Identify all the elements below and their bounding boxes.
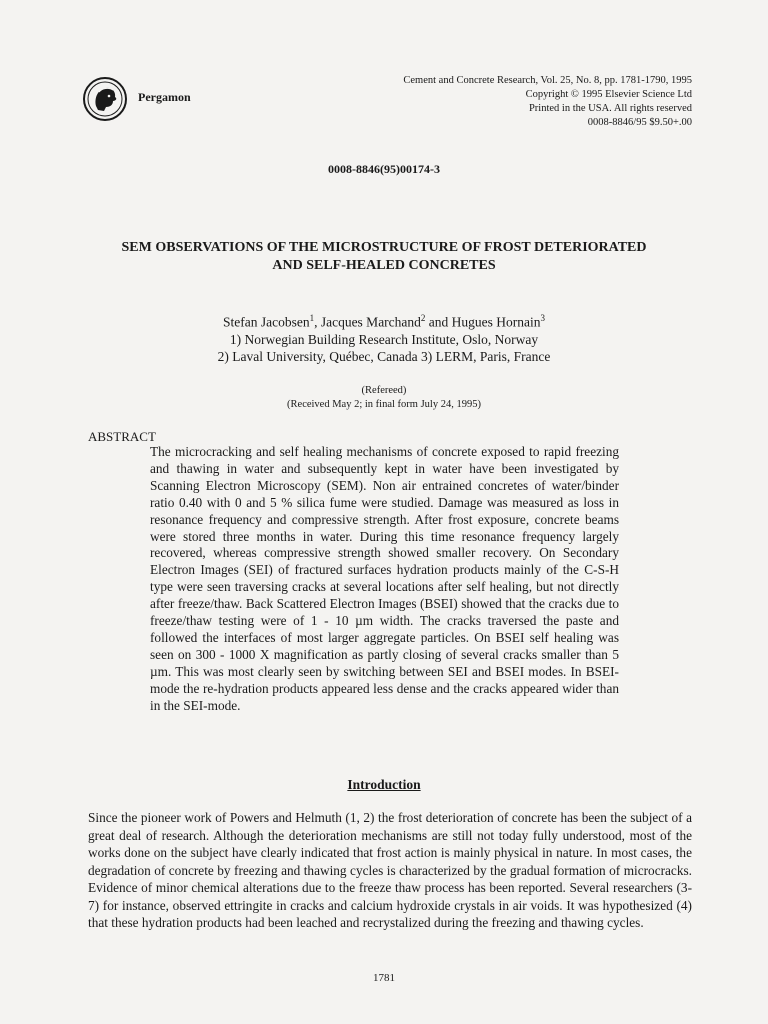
affiliation-marker: 1 <box>309 313 315 323</box>
author-name: Stefan Jacobsen <box>222 314 310 330</box>
pergamon-logo-icon <box>82 76 128 122</box>
author-name: and Hugues Hornain <box>425 314 541 330</box>
affiliation-line: 1) Norwegian Building Research Institute, Oslo, Norway <box>229 331 539 347</box>
rights-line: Printed in the USA. All rights reserved <box>528 103 692 114</box>
copyright-line: Copyright © 1995 Elsevier Science Ltd <box>525 89 692 100</box>
publisher-name: Pergamon <box>138 90 191 104</box>
affiliation-marker: 3 <box>540 313 546 323</box>
author-list <box>0 310 768 331</box>
section-heading-introduction: Introduction <box>347 777 421 792</box>
abstract-heading: ABSTRACT <box>88 429 156 444</box>
journal-line: Cement and Concrete Research, Vol. 25, No. 8, pp. 1781-1790, 1995 <box>403 75 692 86</box>
refereed-note: (Refereed) <box>361 385 407 396</box>
abstract-body: The microcracking and self healing mechanisms of concrete exposed to rapid freezing and thawing in water and subsequently kept in water have been investigated by Scanning Electron Microscopy (SEM). Non air entrained concretes of water/binder ratio 0.40 with 0 and 5 % silica fume were studied. Damage was measured as loss in resonance frequency and compressive strength. After frost exposure, concrete beams were stored three months in water. During this time resonance frequency largely recovered, whereas compressive strength showed smaller recovery. On Secondary Electron Images (SEI) of fractured surfaces hydration products mainly of the C-S-H type were seen traversing cracks at several locations after self healing, but not directly after freeze/thaw. Back Scattered Electron Images (BSEI) showed that the cracks due to freeze/thaw testing were of 1 - 10 µm width. The cracks traversed the paste and followed the interfaces of most larger aggregate particles. On BSEI self healing was seen on 300 - 1000 X magnification as partly closing of several cracks smaller than 5 µm. This was most clearly seen by switching between SEI and BSEI modes. In BSEI-mode the re-hydration products appeared less dense and the cracks appeared wider than in the SEI-mode. <box>150 444 619 713</box>
review-status <box>0 384 768 412</box>
article-identifier: 0008-8846(95)00174-3 <box>328 162 440 176</box>
introduction-paragraph: Since the pioneer work of Powers and Helmuth (1, 2) the frost deterioration of concrete has been the subject of a great deal of research. Although the deterioration mechanisms are still not today fully understood, most of the works done on the subject have clearly indicated that frost action is mainly physical in nature. In most cases, the degradation of concrete by freezing and thawing cycles is characterized by the gradual formation of microcracks. Evidence of minor chemical alterations due to the freeze thaw process has been reported. Several researchers (3-7) for instance, observed ettringite in cracks and calcium hydroxide crystals in air voids. It was hypothesized (4) that these hydration products had been leached and recrystalized during the freezing and thawing cycles. <box>88 810 692 930</box>
affiliation-marker: 2 <box>420 313 426 323</box>
received-dates: (Received May 2; in final form July 24, 1995) <box>287 399 481 410</box>
journal-citation <box>403 74 692 130</box>
author-name: , Jacques Marchand <box>314 314 421 330</box>
author-block <box>0 310 768 365</box>
affiliation-line: 2) Laval University, Québec, Canada 3) LERM, Paris, France <box>217 348 551 364</box>
title-line: AND SELF-HEALED CONCRETES <box>272 258 496 273</box>
page-number: 1781 <box>373 972 395 984</box>
issn-price-line: 0008-8846/95 $9.50+.00 <box>587 117 692 128</box>
paper-title <box>60 239 708 275</box>
title-line: SEM OBSERVATIONS OF THE MICROSTRUCTURE OF FROST DETERIORATED <box>121 240 647 255</box>
